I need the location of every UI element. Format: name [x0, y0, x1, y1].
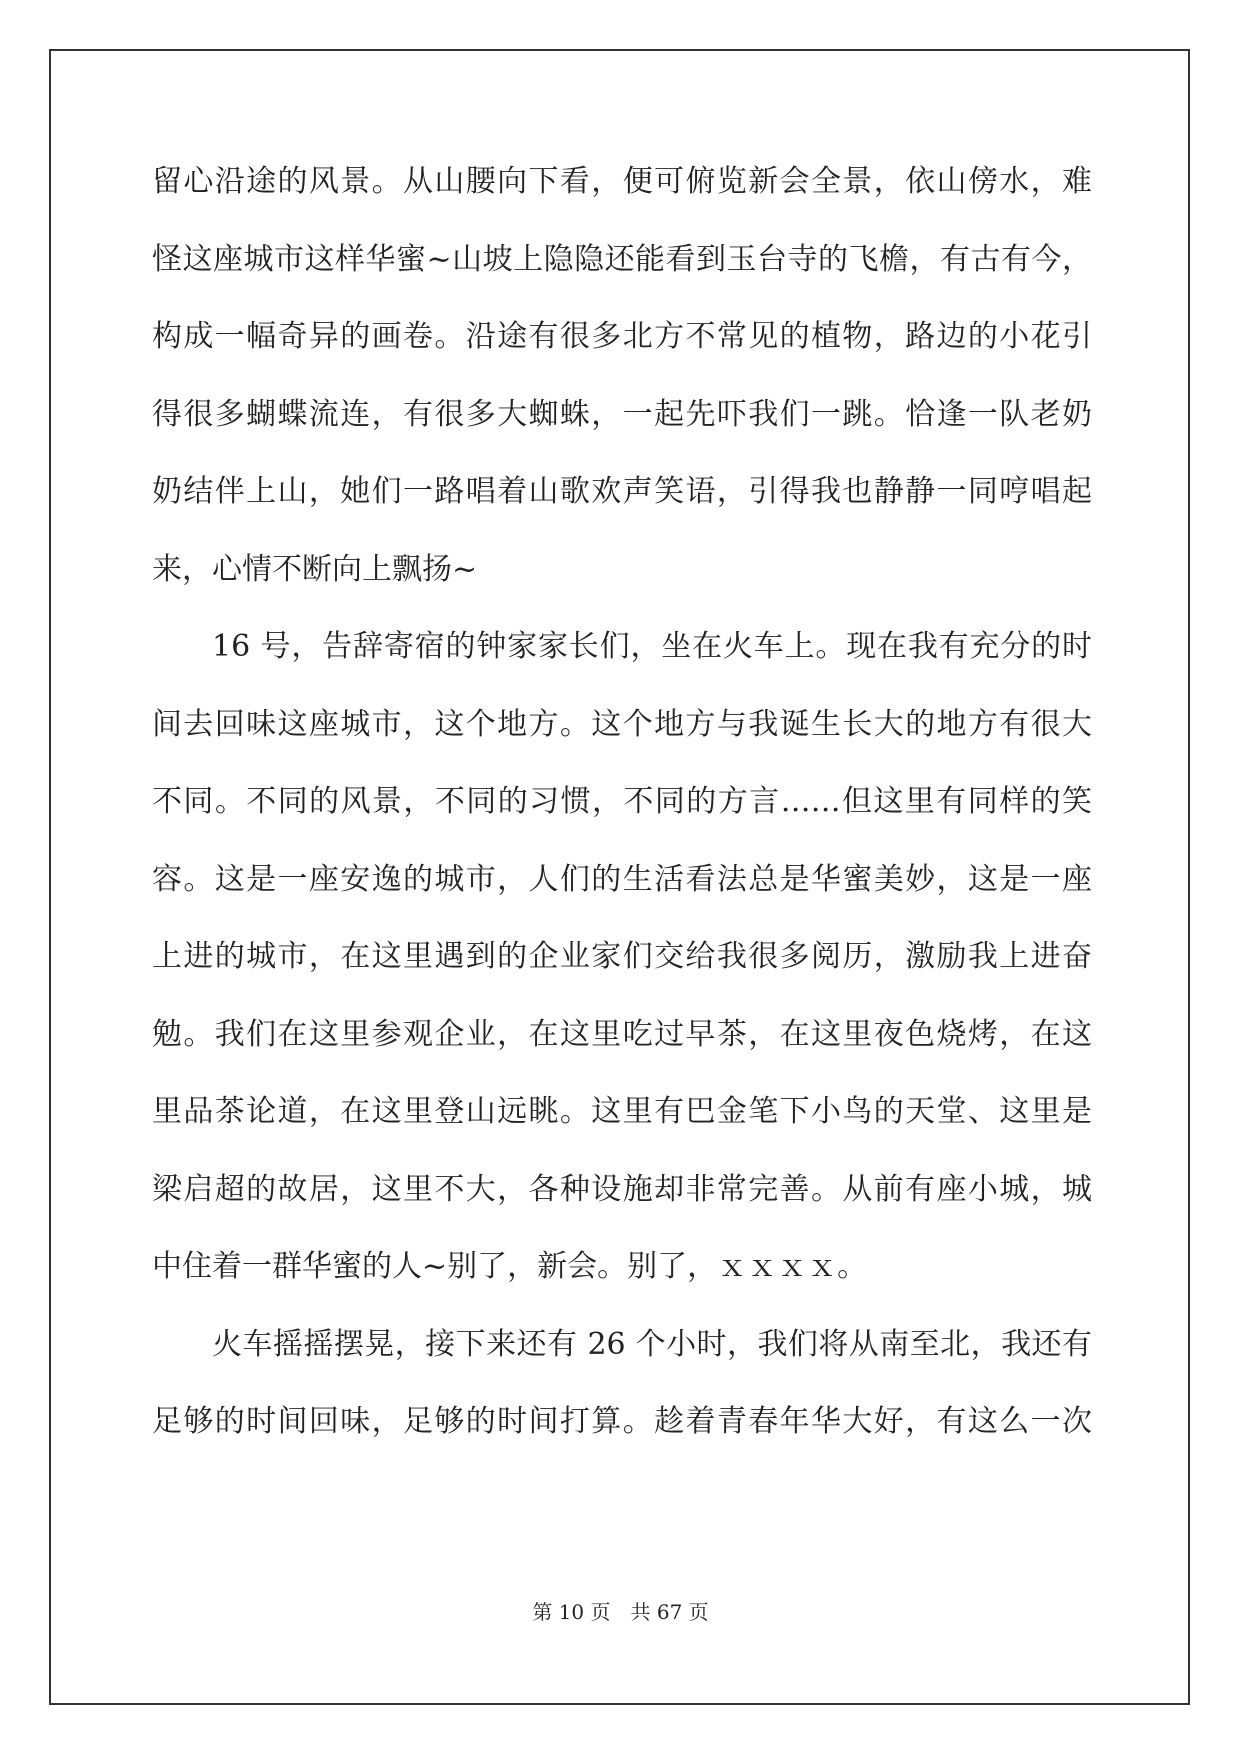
document-body: [152, 162, 1092, 1480]
page-number-footer: 第 10 页 共 67 页: [532, 1600, 709, 1624]
text-line: 奶结伴上山，她们一路唱着山歌欢声笑语，引得我也静静一同哼唱起: [152, 474, 1092, 509]
text-line: 构成一幅奇异的画卷。沿途有很多北方不常见的植物，路边的小花引: [152, 319, 1092, 354]
text-line: 不同。不同的风景，不同的习惯，不同的方言……但这里有同样的笑: [152, 784, 1092, 819]
text-line: 怪这座城市这样华蜜~山坡上隐隐还能看到玉台寺的飞檐，有古有今，: [152, 241, 1092, 277]
text-line: 梁启超的故居，这里不大，各种设施却非常完善。从前有座小城，城: [152, 1171, 1092, 1207]
text-line: 16 号，告辞寄宿的钟家家长们，坐在火车上。现在我有充分的时: [212, 629, 1092, 664]
text-line: 得很多蝴蝶流连，有很多大蜘蛛，一起先吓我们一跳。恰逢一队老奶: [152, 396, 1092, 432]
text-line: 来，心情不断向上飘扬~: [152, 551, 478, 587]
text-line: 留心沿途的风景。从山腰向下看，便可俯览新会全景，依山傍水，难: [152, 164, 1092, 199]
text-line: 勉。我们在这里参观企业，在这里吃过早茶，在这里夜色烧烤，在这: [152, 1016, 1092, 1052]
text-line: 间去回味这座城市，这个地方。这个地方与我诞生长大的地方有很大: [152, 706, 1092, 742]
text-line: 上进的城市，在这里遇到的企业家们交给我很多阅历，激励我上进奋: [152, 939, 1092, 974]
text-line: 火车摇摇摆晃，接下来还有 26 个小时，我们将从南至北，我还有: [212, 1326, 1092, 1362]
text-line: 里品茶论道，在这里登山远眺。这里有巴金笔下小鸟的天堂、这里是: [152, 1094, 1092, 1129]
text-line: 容。这是一座安逸的城市，人们的生活看法总是华蜜美妙，这是一座: [152, 861, 1092, 897]
text-line: 中住着一群华蜜的人~别了，新会。别了，ｘｘｘｘ。: [152, 1249, 868, 1284]
text-line: 足够的时间回味，足够的时间打算。趁着青春年华大好，有这么一次: [152, 1404, 1092, 1439]
